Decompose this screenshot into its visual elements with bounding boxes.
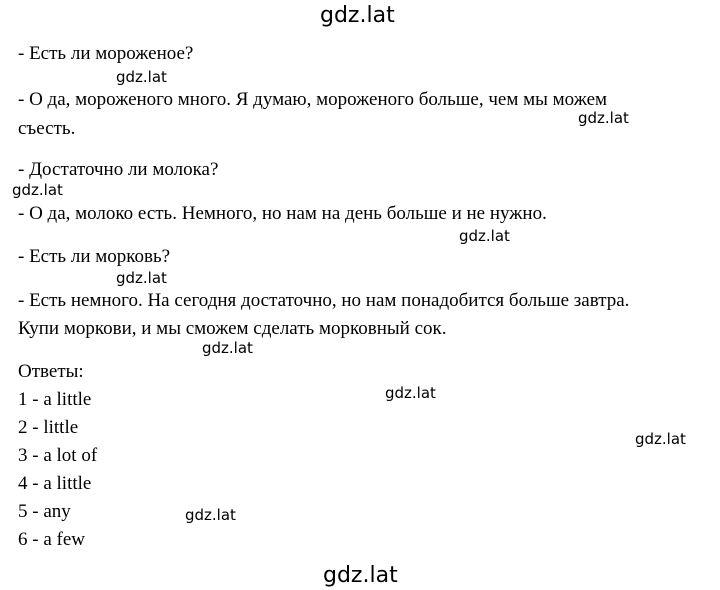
answers-heading: Ответы: [18,361,84,382]
answer-item: 1 - a little [18,389,92,410]
watermark: gdz.lat [185,506,236,524]
answer-item: 3 - a lot of [18,445,98,466]
dialogue-line: - Достаточно ли молока? [18,159,219,180]
dialogue-line: - Есть немного. На сегодня достаточно, но нам понадобится больше завтра. [18,290,630,311]
watermark: gdz.lat [202,339,253,357]
watermark: gdz.lat [635,430,686,448]
watermark: gdz.lat [459,227,510,245]
watermark-top: gdz.lat [320,3,395,28]
dialogue-line: съесть. [18,118,76,139]
dialogue-line: - Есть ли мороженое? [18,43,194,64]
watermark: gdz.lat [116,68,167,86]
answer-item: 5 - any [18,501,71,522]
answer-item: 2 - little [18,417,79,438]
answer-item: 6 - a few [18,529,85,550]
watermark: gdz.lat [385,384,436,402]
watermark: gdz.lat [12,181,63,199]
dialogue-line: - О да, молоко есть. Немного, но нам на день больше и не нужно. [18,203,547,224]
watermark: gdz.lat [578,109,629,127]
watermark-bottom: gdz.lat [323,563,398,588]
watermark: gdz.lat [116,269,167,287]
answer-item: 4 - a little [18,473,92,494]
dialogue-line: - Есть ли морковь? [18,246,171,267]
dialogue-line: - О да, мороженого много. Я думаю, мороженого больше, чем мы можем [18,89,608,110]
dialogue-line: Купи моркови, и мы сможем сделать морковный сок. [18,318,447,339]
